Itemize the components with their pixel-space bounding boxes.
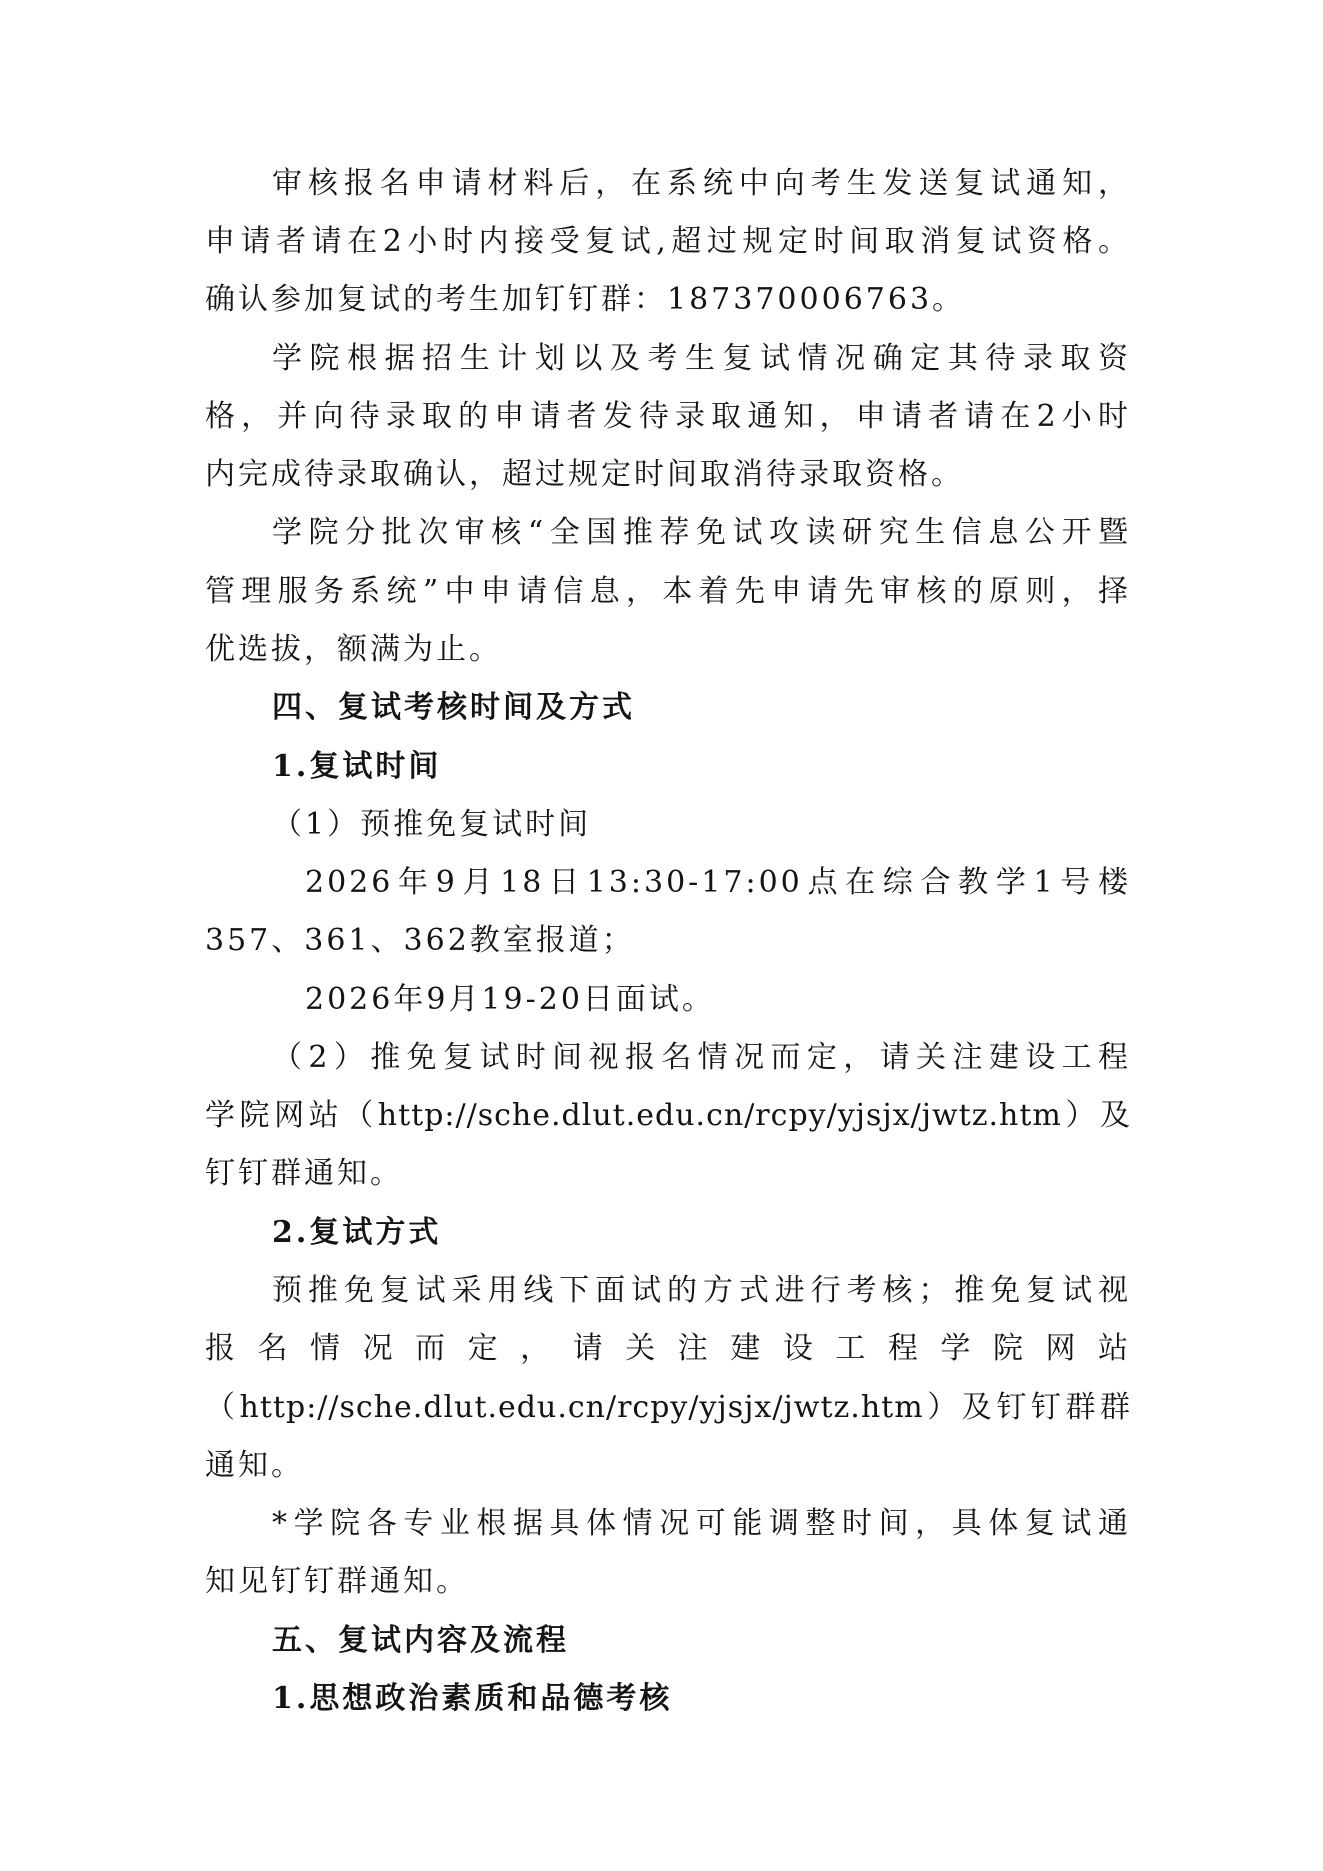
item-heading: （1）预推免复试时间 xyxy=(272,807,592,842)
paragraph-line: 内完成待录取确认，超过规定时间取消待录取资格。 xyxy=(205,457,964,492)
paragraph-line: （http://sche.dlut.edu.cn/rcpy/yjsjx/jwtz.htm）及钉钉群群 xyxy=(205,1390,1131,1425)
paragraph-line: 钉钉群通知。 xyxy=(205,1156,403,1191)
section-heading: 四、复试考核时间及方式 xyxy=(272,690,635,725)
paragraph-line: 优选拔，额满为止。 xyxy=(205,632,502,667)
paragraph-line: 管理服务系统”中申请信息，本着先申请先审核的原则，择 xyxy=(205,574,1131,609)
paragraph-line: 2026年9月19-20日面试。 xyxy=(305,982,715,1017)
paragraph-line: 审核报名申请材料后，在系统中向考生发送复试通知， xyxy=(272,166,1131,201)
section-heading: 五、复试内容及流程 xyxy=(272,1623,569,1658)
subsection-heading: 1.复试时间 xyxy=(272,749,442,784)
paragraph-line: 格，并向待录取的申请者发待录取通知，申请者请在2小时 xyxy=(205,399,1131,434)
paragraph-line: 学院根据招生计划以及考生复试情况确定其待录取资 xyxy=(272,341,1131,376)
subsection-heading: 1.思想政治素质和品德考核 xyxy=(272,1681,673,1716)
paragraph-line: 通知。 xyxy=(205,1448,304,1483)
subsection-heading: 2.复试方式 xyxy=(272,1215,442,1250)
paragraph-line: 2026年9月18日13:30-17:00点在综合教学1号楼 xyxy=(305,865,1131,900)
paragraph-line: 预推免复试采用线下面试的方式进行考核；推免复试视 xyxy=(272,1273,1131,1308)
paragraph-line: *学院各专业根据具体情况可能调整时间，具体复试通 xyxy=(272,1506,1131,1541)
paragraph-line: 学院网站（http://sche.dlut.edu.cn/rcpy/yjsjx/jwtz.htm）及 xyxy=(205,1098,1131,1133)
paragraph-line: 357、361、362教室报道； xyxy=(205,923,635,958)
paragraph-line: （2）推免复试时间视报名情况而定，请关注建设工程 xyxy=(272,1040,1131,1075)
paragraph-line: 学院分批次审核“全国推荐免试攻读研究生信息公开暨 xyxy=(272,515,1131,550)
paragraph-line: 知见钉钉群通知。 xyxy=(205,1564,469,1599)
paragraph-line: 申请者请在2小时内接受复试,超过规定时间取消复试资格。 xyxy=(205,224,1131,259)
paragraph-line: 报名情况而定，请关注建设工程学院网站 xyxy=(205,1331,1131,1366)
paragraph-line: 确认参加复试的考生加钉钉群：187370006763。 xyxy=(205,282,966,317)
